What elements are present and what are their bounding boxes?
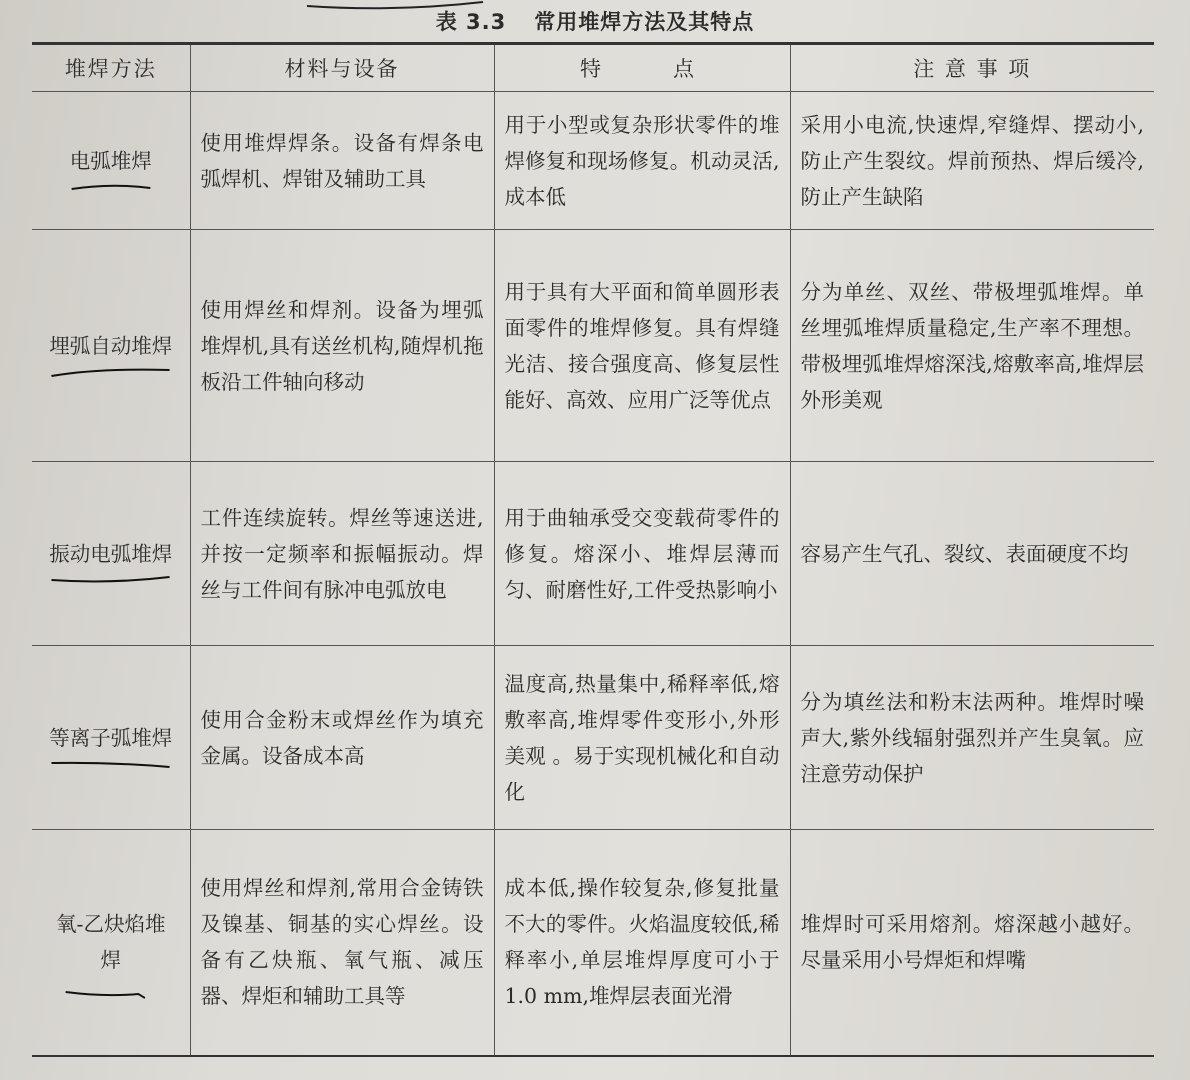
method-name: 电弧堆焊	[69, 148, 152, 173]
table-row	[32, 92, 1154, 230]
method-cell	[32, 646, 190, 830]
header-features: 特 点	[494, 44, 790, 92]
features-cell: 用于小型或复杂形状零件的堆焊修复和现场修复。机动灵活,成本低	[494, 92, 790, 230]
materials-cell: 使用堆焊焊条。设备有焊条电弧焊机、焊钳及辅助工具	[190, 92, 494, 230]
pen-underline	[49, 574, 172, 586]
materials-cell: 使用合金粉末或焊丝作为填充金属。设备成本高	[190, 646, 494, 830]
method-cell	[32, 462, 190, 646]
materials-cell: 使用焊丝和焊剂,常用合金铸铁及镍基、铜基的实心焊丝。设备有乙炔瓶、氧气瓶、减压器、焊炬和辅助工具等	[190, 830, 494, 1056]
features-cell: 成本低,操作较复杂,修复批量不大的零件。火焰温度较低,稀释率小,单层堆焊厚度可小于 1.0 mm,堆焊层表面光滑	[494, 830, 790, 1056]
pen-underline	[49, 758, 172, 770]
table-row	[32, 830, 1154, 1056]
header-notes: 注 意 事 项	[790, 44, 1154, 92]
table-row	[32, 230, 1154, 462]
table-row	[32, 646, 1154, 830]
table-title: 常用堆焊方法及其特点	[534, 10, 755, 34]
welding-methods-table	[32, 42, 1154, 1057]
notes-cell: 分为单丝、双丝、带极埋弧堆焊。单丝埋弧堆焊质量稳定,生产率不理想。带极埋弧堆焊熔深浅,熔敷率高,堆焊层外形美观	[790, 230, 1154, 462]
method-cell	[32, 92, 190, 230]
method-name: 等离子弧堆焊	[49, 725, 173, 750]
header-row	[32, 44, 1154, 92]
pen-underline	[70, 181, 152, 193]
features-cell: 温度高,热量集中,稀释率低,熔敷率高,堆焊零件变形小,外形美观 。易于实现机械化和自动化	[494, 646, 790, 830]
header-method: 堆焊方法	[32, 44, 190, 92]
pen-underline	[49, 366, 172, 378]
features-cell: 用于曲轴承受交变载荷零件的修复。熔深小、堆焊层薄而匀、耐磨性好,工件受热影响小	[494, 462, 790, 646]
pen-underline	[64, 988, 147, 1000]
features-cell: 用于具有大平面和简单圆形表面零件的堆焊修复。具有焊缝光洁、接合强度高、修复层性能好、高效、应用广泛等优点	[494, 230, 790, 462]
method-name: 埋弧自动堆焊	[49, 333, 173, 358]
method-cell	[32, 830, 190, 1056]
table-number: 表 3.3	[435, 10, 507, 34]
table-caption	[0, 6, 1190, 36]
materials-cell: 使用焊丝和焊剂。设备为埋弧堆焊机,具有送丝机构,随焊机拖板沿工件轴向移动	[190, 230, 494, 462]
method-cell	[32, 230, 190, 462]
notes-cell: 采用小电流,快速焊,窄缝焊、摆动小,防止产生裂纹。焊前预热、焊后缓冷,防止产生缺陷	[790, 92, 1154, 230]
notes-cell: 堆焊时可采用熔剂。熔深越小越好。尽量采用小号焊炬和焊嘴	[790, 830, 1154, 1056]
materials-cell: 工件连续旋转。焊丝等速送进,并按一定频率和振幅振动。焊丝与工件间有脉冲电弧放电	[190, 462, 494, 646]
method-name: 氧-乙炔焰堆焊	[56, 912, 166, 973]
notes-cell: 容易产生气孔、裂纹、表面硬度不均	[790, 462, 1154, 646]
method-name: 振动电弧堆焊	[49, 541, 173, 566]
notes-cell: 分为填丝法和粉末法两种。堆焊时噪声大,紫外线辐射强烈并产生臭氧。应注意劳动保护	[790, 646, 1154, 830]
header-materials: 材料与设备	[190, 44, 494, 92]
table-row	[32, 462, 1154, 646]
